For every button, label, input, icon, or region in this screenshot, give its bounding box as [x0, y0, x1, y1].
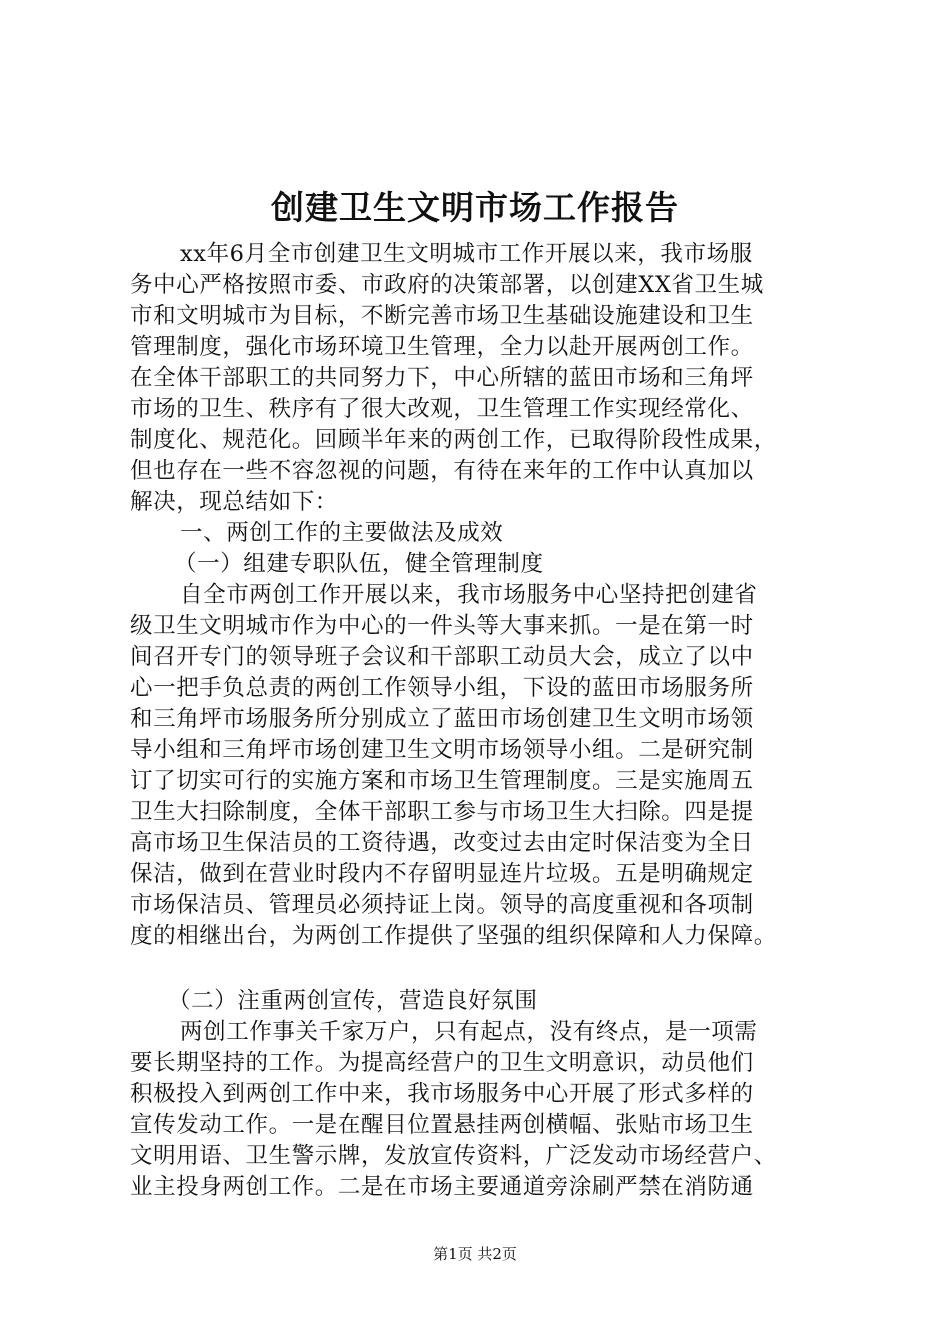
paragraph-line: 自全市两创工作开展以来，我市场服务中心坚持把创建省	[180, 582, 758, 608]
paragraph-line: 在全体干部职工的共同努力下，中心所辖的蓝田市场和三角坪	[130, 365, 754, 391]
paragraph-line: 业主投身两创工作。二是在市场主要通道旁涂刷严禁在消防通	[130, 1174, 754, 1200]
paragraph-line: 心一把手负总责的两创工作领导小组，下设的蓝田市场服务所	[130, 675, 754, 701]
paragraph-line: 但也存在一些不容忽视的问题，有待在来年的工作中认真加以	[130, 458, 754, 484]
paragraph-line: 解决，现总结如下：	[130, 489, 338, 515]
paragraph-line: 市和文明城市为目标，不断完善市场卫生基础设施建设和卫生	[130, 303, 754, 329]
paragraph-line: 积极投入到两创工作中来，我市场服务中心开展了形式多样的	[130, 1081, 754, 1107]
paragraph-line: 级卫生文明城市作为中心的一件头等大事来抓。一是在第一时	[130, 613, 754, 639]
paragraph-line: 市场的卫生、秩序有了很大改观，卫生管理工作实现经常化、	[130, 396, 754, 422]
paragraph-line: 务中心严格按照市委、市政府的决策部署，以创建XX省卫生城	[130, 272, 764, 298]
paragraph-line: 市场保洁员、管理员必须持证上岗。领导的高度重视和各项制	[130, 892, 754, 918]
paragraph-line: 制度化、规范化。回顾半年来的两创工作，已取得阶段性成果，	[130, 427, 777, 453]
page-footer: 第1页 共2页	[433, 1245, 517, 1263]
subsection-heading: （一）组建专职队伍，健全管理制度	[174, 551, 544, 577]
paragraph-line: 订了切实可行的实施方案和市场卫生管理制度。三是实施周五	[130, 768, 754, 794]
paragraph-line: 导小组和三角坪市场创建卫生文明市场领导小组。二是研究制	[130, 737, 754, 763]
paragraph-line: 度的相继出台，为两创工作提供了坚强的组织保障和人力保障。	[130, 923, 777, 949]
paragraph-line: 高市场卫生保洁员的工资待遇，改变过去由定时保洁变为全日	[130, 830, 754, 856]
paragraph-line: 两创工作事关千家万户，只有起点，没有终点，是一项需	[180, 1019, 758, 1045]
page-title: 创建卫生文明市场工作报告	[271, 188, 679, 227]
paragraph-line: 宣传发动工作。一是在醒目位置悬挂两创横幅、张贴市场卫生	[130, 1112, 754, 1138]
section-heading: 一、两创工作的主要做法及成效	[180, 520, 504, 546]
paragraph-line: 间召开专门的领导班子会议和干部职工动员大会，成立了以中	[130, 644, 754, 670]
paragraph-line: 卫生大扫除制度，全体干部职工参与市场卫生大扫除。四是提	[130, 799, 754, 825]
subsection-heading: （二）注重两创宣传，营造良好氛围	[168, 988, 538, 1014]
paragraph-line: 保洁，做到在营业时段内不存留明显连片垃圾。五是明确规定	[130, 861, 754, 887]
paragraph-line: 管理制度，强化市场环境卫生管理，全力以赴开展两创工作。	[130, 334, 754, 360]
paragraph-line: 和三角坪市场服务所分别成立了蓝田市场创建卫生文明市场领	[130, 706, 754, 732]
paragraph-line: 要长期坚持的工作。为提高经营户的卫生文明意识，动员他们	[130, 1050, 754, 1076]
paragraph-line: 文明用语、卫生警示牌，发放宣传资料，广泛发动市场经营户、	[130, 1143, 777, 1169]
paragraph-line: xx年6月全市创建卫生文明城市工作开展以来，我市场服	[180, 241, 753, 267]
